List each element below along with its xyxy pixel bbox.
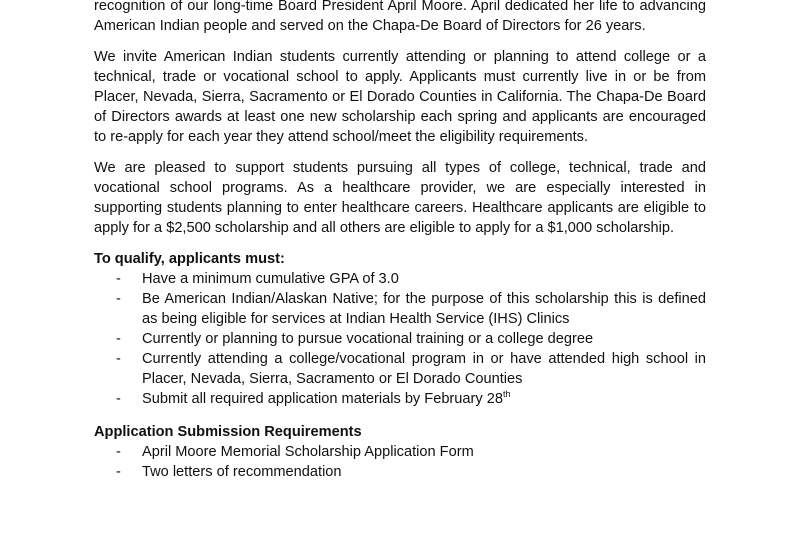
paragraph-eligibility: We invite American Indian students currently attending or planning to attend college or a technical, trade or vocational school to apply. Applicants must currently live in or be from Placer, Nevada, Sierra, Sacramento or El Dorado Counties in California. The Chapa-De Board of Directors awards at least one new scholarship each spring and applicants are encouraged to re-apply for each year they attend school/meet the eligibility requirements. xyxy=(94,49,706,145)
list-dash: - xyxy=(116,351,121,367)
paragraph-intro: recognition of our long-time Board President April Moore. April dedicated her life to advancing American Indian people and served on the Chapa-De Board of Directors for 26 years. xyxy=(94,0,706,34)
superscript: th xyxy=(502,389,511,400)
list-dash: - xyxy=(116,464,121,480)
document-body xyxy=(94,0,706,490)
list-item xyxy=(94,442,706,462)
list-item-text: Two letters of recommendation xyxy=(142,464,342,480)
list-item xyxy=(94,389,706,409)
list-item xyxy=(94,349,706,389)
list-item xyxy=(94,269,706,289)
submission-list xyxy=(94,442,706,482)
list-item-text: Currently or planning to pursue vocational training or a college degree xyxy=(142,331,594,347)
list-dash: - xyxy=(116,291,121,307)
list-item-text: April Moore Memorial Scholarship Application Form xyxy=(142,444,474,460)
paragraph-programs: We are pleased to support students pursuing all types of college, technical, trade and vocational school programs. As a healthcare provider, we are especially interested in supporting students planning to enter healthcare careers. Healthcare applicants are eligible to apply for a $2,500 scholarship and all others are eligible to apply for a $1,000 scholarship. xyxy=(94,160,706,236)
list-item xyxy=(94,462,706,482)
list-dash: - xyxy=(116,271,121,287)
list-item-text: Be American Indian/Alaskan Native; for the purpose of this scholarship this is defined as being eligible for services at Indian Health Service (IHS) Clinics xyxy=(142,291,706,327)
list-item-text: Have a minimum cumulative GPA of 3.0 xyxy=(142,271,399,287)
list-item xyxy=(94,289,706,329)
list-dash: - xyxy=(116,444,121,460)
list-item-text: Submit all required application materials by February 28 xyxy=(142,391,503,407)
list-item-text: Currently attending a college/vocational program in or have attended high school in Placer, Nevada, Sierra, Sacramento or El Dorado Counties xyxy=(142,351,706,387)
qualify-list xyxy=(94,269,706,409)
qualify-heading: To qualify, applicants must: xyxy=(94,251,285,267)
list-item xyxy=(94,329,706,349)
list-dash: - xyxy=(116,391,121,407)
submission-heading: Application Submission Requirements xyxy=(94,424,362,440)
list-dash: - xyxy=(116,331,121,347)
